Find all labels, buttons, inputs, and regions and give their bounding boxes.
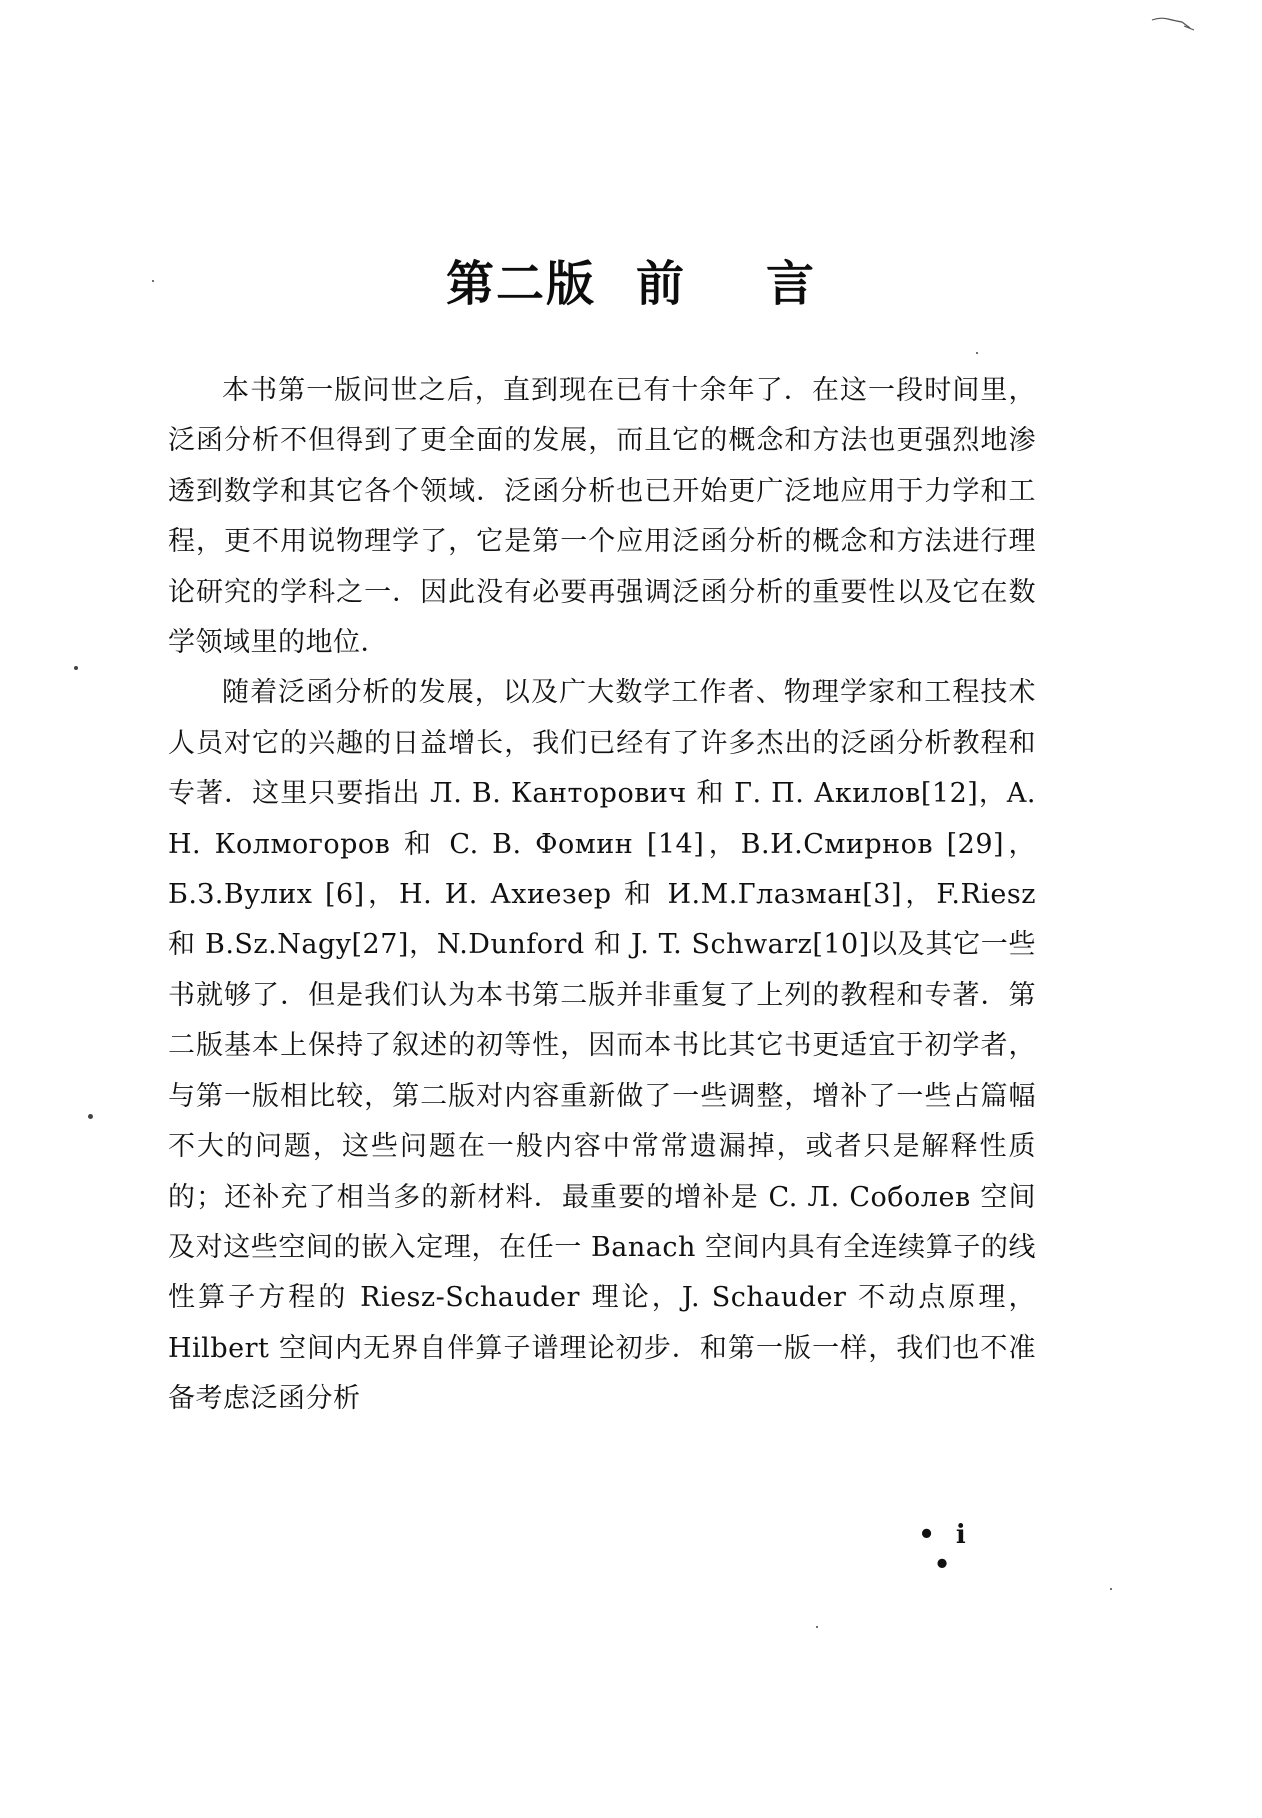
preface-body [168, 366, 1036, 1425]
title-part-yan: 言 [766, 256, 817, 312]
scan-speck [152, 280, 154, 282]
paragraph-1: 本书第一版问世之后，直到现在已有十余年了．在这一段时间里，泛函分析不但得到了更全面的发展，而且它的概念和方法也更强烈地渗透到数学和其它各个领域．泛函分析也已开始更广泛地应用于力学和工程，更不用说物理学了，它是第一个应用泛函分析的概念和方法进行理论研究的学科之一．因此没有必要再强调泛函分析的重要性以及它在数学领域里的地位． [168, 375, 1036, 659]
scan-smudge-icon [1150, 14, 1198, 32]
title-part-edition: 第二版 [445, 256, 596, 312]
scan-speck [74, 666, 78, 670]
scan-speck [976, 352, 978, 354]
scan-speck [1110, 1588, 1112, 1590]
scan-speck [88, 1114, 93, 1119]
page-title [0, 252, 1262, 316]
page-number: • i • [918, 1520, 972, 1580]
scan-speck [816, 1626, 818, 1628]
title-part-qian: 前 [635, 256, 686, 312]
paragraph-2: 随着泛函分析的发展，以及广大数学工作者、物理学家和工程技术人员对它的兴趣的日益增长，我们已经有了许多杰出的泛函分析教程和专著．这里只要指出 Л. В. Канторович 和 Г. П. Акилов[12]，A. H. Колмогоров 和 C. B. Фомин [14]，B.И.Смирнов [29]，Б.З.Вулих [6]，H. И. Ахиезер 和 И.М.Глазман[3]，F.Riesz 和 B.Sz.Nagy[27]，N.Dunford 和 J. T. Schwarz[10]以及其它一些书就够了．但是我们认为本书第二版并非重复了上列的教程和专著．第二版基本上保持了叙述的初等性，因而本书比其它书更适宜于初学者，与第一版相比较，第二版对内容重新做了一些调整，增补了一些占篇幅不大的问题，这些问题在一般内容中常常遗漏掉，或者只是解释性质的；还补充了相当多的新材料．最重要的增补是 C. Л. Соболев 空间及对这些空间的嵌入定理，在任一 Banach 空间内具有全连续算子的线性算子方程的 Riesz-Schauder 理论，J. Schauder 不动点原理，Hilbert 空间内无界自伴算子谱理论初步．和第一版一样，我们也不准备考虑泛函分析 [168, 677, 1036, 1415]
